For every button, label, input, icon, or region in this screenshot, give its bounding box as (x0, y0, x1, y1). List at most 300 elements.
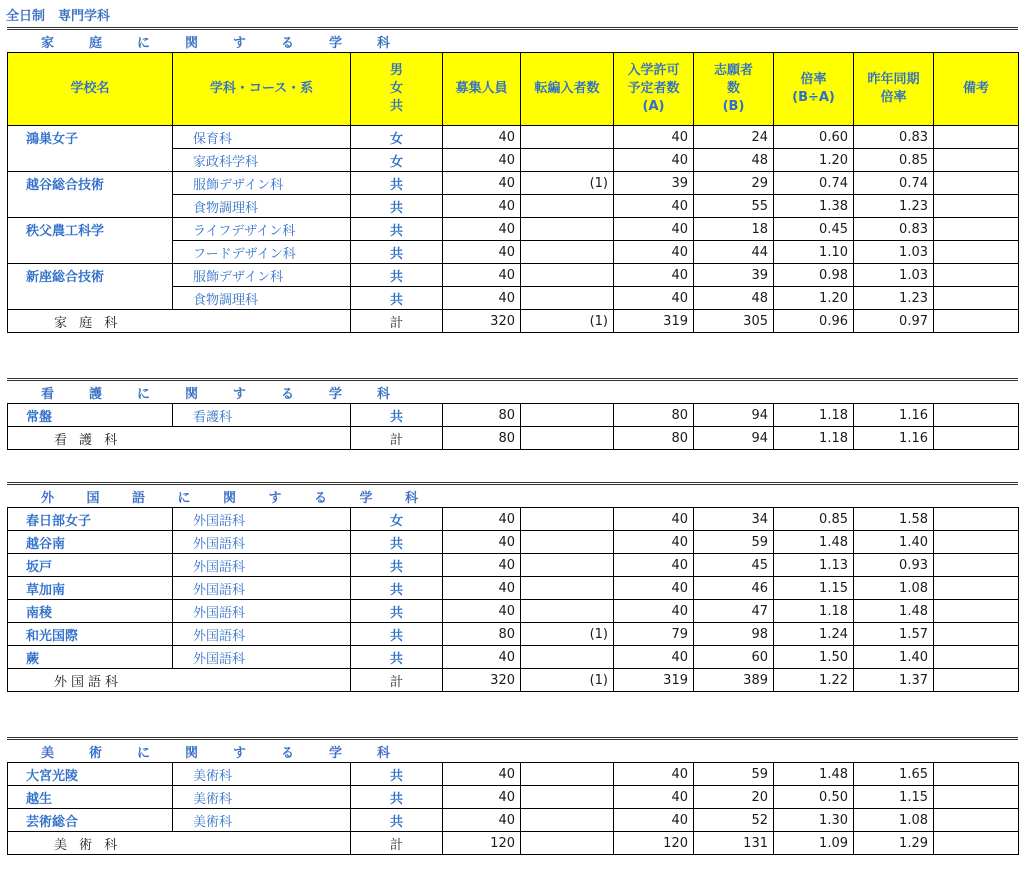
school-name: 秩父農工科学 (8, 218, 173, 241)
applicants-value: 47 (694, 600, 774, 623)
planned-value: 40 (614, 554, 694, 577)
planned-value: 40 (614, 195, 694, 218)
remarks-cell (934, 218, 1019, 241)
section-title-char: に (137, 386, 151, 402)
table-row (8, 809, 1019, 832)
remarks-cell (934, 149, 1019, 172)
total-planned: 319 (614, 310, 694, 333)
last-year-value: 1.23 (854, 287, 934, 310)
remarks-cell (934, 623, 1019, 646)
total-label: 外国語科 (8, 669, 351, 692)
transfer-value: (1) (521, 172, 614, 195)
school-name: 坂戸 (8, 554, 173, 577)
applicants-value: 52 (694, 809, 774, 832)
total-transfer: (1) (521, 310, 614, 333)
sex-type: 共 (351, 241, 443, 264)
transfer-value (521, 809, 614, 832)
table-row (8, 646, 1019, 669)
section-title-char: 科 (405, 490, 419, 506)
ratio-value: 1.20 (774, 149, 854, 172)
total-last-year: 1.37 (854, 669, 934, 692)
sex-type: 共 (351, 809, 443, 832)
school-name: 大宮光陵 (8, 763, 173, 786)
school-name: 鴻巣女子 (8, 126, 173, 149)
total-ratio: 1.18 (774, 427, 854, 450)
header-ratio (774, 53, 854, 126)
transfer-value (521, 646, 614, 669)
applicants-value: 39 (694, 264, 774, 287)
section-title (7, 737, 1018, 762)
last-year-value: 1.16 (854, 404, 934, 427)
ratio-value: 0.74 (774, 172, 854, 195)
course-name: 外国語科 (173, 554, 351, 577)
total-remarks (934, 427, 1019, 450)
total-planned: 319 (614, 669, 694, 692)
capacity-value: 40 (443, 264, 521, 287)
transfer-value (521, 600, 614, 623)
sex-type: 共 (351, 554, 443, 577)
header-row (8, 53, 1019, 126)
section-title-char: 科 (377, 745, 391, 761)
course-name: 外国語科 (173, 600, 351, 623)
total-last-year: 1.16 (854, 427, 934, 450)
transfer-value (521, 149, 614, 172)
header-planned-line: 入学許可 (627, 63, 680, 78)
last-year-value: 1.08 (854, 809, 934, 832)
last-year-value: 1.08 (854, 577, 934, 600)
transfer-value (521, 763, 614, 786)
planned-value: 40 (614, 646, 694, 669)
applicants-value: 98 (694, 623, 774, 646)
ratio-value: 1.48 (774, 763, 854, 786)
course-name: ライフデザイン科 (173, 218, 351, 241)
section-title-char: す (268, 490, 282, 506)
ratio-value: 0.50 (774, 786, 854, 809)
remarks-cell (934, 809, 1019, 832)
capacity-value: 40 (443, 149, 521, 172)
course-name: 外国語科 (173, 531, 351, 554)
total-applicants: 94 (694, 427, 774, 450)
school-name: 芸術総合 (8, 809, 173, 832)
remarks-cell (934, 404, 1019, 427)
sex-type: 共 (351, 195, 443, 218)
school-name: 越谷総合技術 (8, 172, 173, 195)
planned-value: 79 (614, 623, 694, 646)
transfer-value (521, 195, 614, 218)
total-row (8, 310, 1019, 333)
section-title-char: 学 (359, 490, 373, 506)
ratio-value: 1.10 (774, 241, 854, 264)
total-row (8, 669, 1019, 692)
transfer-value (521, 287, 614, 310)
applicants-value: 34 (694, 508, 774, 531)
remarks-cell (934, 172, 1019, 195)
transfer-value (521, 218, 614, 241)
applicants-value: 60 (694, 646, 774, 669)
capacity-value: 40 (443, 531, 521, 554)
last-year-value: 1.58 (854, 508, 934, 531)
section-title-char: 関 (185, 35, 199, 51)
section-title-char: す (233, 386, 247, 402)
section-title-char: る (281, 745, 295, 761)
section-title-char: 家 (41, 35, 55, 51)
section-title-char: る (314, 490, 328, 506)
planned-value: 40 (614, 287, 694, 310)
remarks-cell (934, 126, 1019, 149)
admission-table (7, 52, 1019, 333)
last-year-value: 0.74 (854, 172, 934, 195)
last-year-value: 1.48 (854, 600, 934, 623)
section-title (7, 378, 1018, 403)
header-applicants (694, 53, 774, 126)
table-row (8, 786, 1019, 809)
remarks-cell (934, 554, 1019, 577)
section-title-char: 関 (223, 490, 237, 506)
header-school-line: 学校名 (70, 81, 110, 96)
school-name (8, 241, 173, 264)
transfer-value (521, 786, 614, 809)
sex-type: 共 (351, 404, 443, 427)
ratio-value: 1.18 (774, 600, 854, 623)
total-last-year: 0.97 (854, 310, 934, 333)
transfer-value (521, 264, 614, 287)
section-2 (7, 378, 1018, 450)
course-name: 家政科学科 (173, 149, 351, 172)
section-title-char: 科 (377, 35, 391, 51)
total-kei: 計 (351, 669, 443, 692)
course-name: 保育科 (173, 126, 351, 149)
school-name (8, 195, 173, 218)
section-title-char: 語 (132, 490, 146, 506)
total-planned: 80 (614, 427, 694, 450)
sex-type: 共 (351, 577, 443, 600)
last-year-value: 1.03 (854, 264, 934, 287)
header-sex (351, 53, 443, 126)
course-name: 食物調理科 (173, 195, 351, 218)
section-title (7, 27, 1018, 52)
header-sex-line: 共 (389, 99, 403, 114)
section-title-char: 護 (89, 386, 103, 402)
capacity-value: 40 (443, 600, 521, 623)
course-name: 美術科 (173, 809, 351, 832)
total-label: 家 庭 科 (8, 310, 351, 333)
last-year-value: 1.15 (854, 786, 934, 809)
last-year-value: 1.40 (854, 646, 934, 669)
planned-value: 40 (614, 218, 694, 241)
last-year-value: 1.40 (854, 531, 934, 554)
transfer-value (521, 241, 614, 264)
capacity-value: 40 (443, 195, 521, 218)
table-row (8, 531, 1019, 554)
page-title: 全日制 専門学科 (6, 9, 111, 24)
total-last-year: 1.29 (854, 832, 934, 855)
applicants-value: 29 (694, 172, 774, 195)
total-transfer (521, 427, 614, 450)
course-name: 服飾デザイン科 (173, 264, 351, 287)
section-title-char: 学 (329, 386, 343, 402)
applicants-value: 44 (694, 241, 774, 264)
last-year-value: 0.83 (854, 218, 934, 241)
last-year-value: 1.57 (854, 623, 934, 646)
remarks-cell (934, 508, 1019, 531)
section-title-char: 術 (89, 745, 103, 761)
ratio-value: 1.30 (774, 809, 854, 832)
table-row (8, 218, 1019, 241)
section-title-char: 外 (41, 490, 55, 506)
section-title-char: す (233, 745, 247, 761)
applicants-value: 48 (694, 287, 774, 310)
section-title-char: 関 (185, 745, 199, 761)
transfer-value (521, 577, 614, 600)
header-transfer (521, 53, 614, 126)
header-applicants-line: 志願者 (713, 63, 753, 78)
table-row (8, 600, 1019, 623)
sex-type: 共 (351, 763, 443, 786)
planned-value: 40 (614, 149, 694, 172)
last-year-value: 0.83 (854, 126, 934, 149)
total-label: 看 護 科 (8, 427, 351, 450)
planned-value: 40 (614, 241, 694, 264)
sex-type: 共 (351, 646, 443, 669)
header-course (173, 53, 351, 126)
course-name: 美術科 (173, 786, 351, 809)
applicants-value: 59 (694, 531, 774, 554)
header-last-year-line: 倍率 (880, 90, 907, 105)
header-capacity-line: 募集人員 (455, 81, 508, 96)
remarks-cell (934, 763, 1019, 786)
total-ratio: 0.96 (774, 310, 854, 333)
planned-value: 80 (614, 404, 694, 427)
capacity-value: 40 (443, 508, 521, 531)
sex-type: 女 (351, 149, 443, 172)
capacity-value: 40 (443, 241, 521, 264)
transfer-value: (1) (521, 623, 614, 646)
section-title-char: 学 (329, 35, 343, 51)
school-name: 草加南 (8, 577, 173, 600)
header-sex-line: 女 (389, 81, 403, 96)
total-ratio: 1.09 (774, 832, 854, 855)
table-row (8, 508, 1019, 531)
section-title-char: 美 (41, 745, 55, 761)
total-transfer (521, 832, 614, 855)
total-applicants: 389 (694, 669, 774, 692)
header-remarks-line: 備考 (962, 81, 989, 96)
ratio-value: 1.50 (774, 646, 854, 669)
planned-value: 40 (614, 508, 694, 531)
remarks-cell (934, 195, 1019, 218)
admission-table (7, 507, 1019, 692)
header-applicants-line: 数 (726, 81, 740, 96)
total-remarks (934, 832, 1019, 855)
last-year-value: 1.03 (854, 241, 934, 264)
sex-type: 共 (351, 287, 443, 310)
applicants-value: 20 (694, 786, 774, 809)
transfer-value (521, 126, 614, 149)
last-year-value: 1.23 (854, 195, 934, 218)
table-row (8, 287, 1019, 310)
applicants-value: 55 (694, 195, 774, 218)
section-title-char: 国 (86, 490, 100, 506)
planned-value: 40 (614, 600, 694, 623)
remarks-cell (934, 287, 1019, 310)
school-name (8, 287, 173, 310)
header-applicants-line: (B) (722, 99, 745, 114)
course-name: 外国語科 (173, 646, 351, 669)
sex-type: 女 (351, 126, 443, 149)
header-remarks (934, 53, 1019, 126)
section-title-char: 学 (329, 745, 343, 761)
table-row (8, 149, 1019, 172)
table-row (8, 195, 1019, 218)
header-ratio-line: (B÷A) (792, 90, 835, 105)
school-name: 蕨 (8, 646, 173, 669)
transfer-value (521, 404, 614, 427)
section-title-char: る (281, 35, 295, 51)
applicants-value: 59 (694, 763, 774, 786)
section-title-char: に (137, 35, 151, 51)
sex-type: 共 (351, 172, 443, 195)
capacity-value: 40 (443, 287, 521, 310)
capacity-value: 40 (443, 809, 521, 832)
planned-value: 40 (614, 531, 694, 554)
capacity-value: 40 (443, 646, 521, 669)
applicants-value: 48 (694, 149, 774, 172)
planned-value: 39 (614, 172, 694, 195)
section-title-char: に (177, 490, 191, 506)
total-capacity: 120 (443, 832, 521, 855)
transfer-value (521, 554, 614, 577)
section-title-char: す (233, 35, 247, 51)
capacity-value: 40 (443, 218, 521, 241)
admission-table (7, 762, 1019, 855)
planned-value: 40 (614, 809, 694, 832)
school-name: 常盤 (8, 404, 173, 427)
table-row (8, 241, 1019, 264)
table-row (8, 763, 1019, 786)
table-row (8, 404, 1019, 427)
section-title-char: 科 (377, 386, 391, 402)
section-title-char: 関 (185, 386, 199, 402)
ratio-value: 1.13 (774, 554, 854, 577)
total-capacity: 320 (443, 669, 521, 692)
school-name: 越生 (8, 786, 173, 809)
table-row (8, 172, 1019, 195)
capacity-value: 40 (443, 786, 521, 809)
ratio-value: 0.60 (774, 126, 854, 149)
remarks-cell (934, 577, 1019, 600)
total-kei: 計 (351, 832, 443, 855)
school-name: 越谷南 (8, 531, 173, 554)
ratio-value: 1.18 (774, 404, 854, 427)
section-title-char: に (137, 745, 151, 761)
sex-type: 共 (351, 600, 443, 623)
capacity-value: 40 (443, 577, 521, 600)
school-name: 春日部女子 (8, 508, 173, 531)
capacity-value: 40 (443, 126, 521, 149)
ratio-value: 1.20 (774, 287, 854, 310)
total-transfer: (1) (521, 669, 614, 692)
remarks-cell (934, 264, 1019, 287)
header-capacity (443, 53, 521, 126)
table-row (8, 623, 1019, 646)
total-row (8, 832, 1019, 855)
header-ratio-line: 倍率 (800, 72, 827, 87)
course-name: 外国語科 (173, 623, 351, 646)
header-planned (614, 53, 694, 126)
header-planned-line: 予定者数 (627, 81, 680, 96)
total-remarks (934, 310, 1019, 333)
total-kei: 計 (351, 310, 443, 333)
ratio-value: 1.48 (774, 531, 854, 554)
section-3 (7, 482, 1018, 692)
applicants-value: 24 (694, 126, 774, 149)
course-name: 服飾デザイン科 (173, 172, 351, 195)
course-name: 外国語科 (173, 508, 351, 531)
planned-value: 40 (614, 763, 694, 786)
planned-value: 40 (614, 786, 694, 809)
admission-table (7, 403, 1019, 450)
transfer-value (521, 508, 614, 531)
capacity-value: 40 (443, 763, 521, 786)
remarks-cell (934, 646, 1019, 669)
total-planned: 120 (614, 832, 694, 855)
total-remarks (934, 669, 1019, 692)
course-name: フードデザイン科 (173, 241, 351, 264)
header-last-year (854, 53, 934, 126)
ratio-value: 1.38 (774, 195, 854, 218)
total-capacity: 80 (443, 427, 521, 450)
course-name: 外国語科 (173, 577, 351, 600)
ratio-value: 1.24 (774, 623, 854, 646)
sex-type: 共 (351, 623, 443, 646)
school-name: 新座総合技術 (8, 264, 173, 287)
section-4 (7, 737, 1018, 855)
sex-type: 共 (351, 531, 443, 554)
course-name: 美術科 (173, 763, 351, 786)
header-sex-line: 男 (389, 63, 403, 78)
remarks-cell (934, 786, 1019, 809)
section-title (7, 482, 1018, 507)
section-1 (7, 27, 1018, 333)
school-name: 南稜 (8, 600, 173, 623)
header-last-year-line: 昨年同期 (867, 72, 920, 87)
capacity-value: 40 (443, 554, 521, 577)
course-name: 看護科 (173, 404, 351, 427)
course-name: 食物調理科 (173, 287, 351, 310)
header-school (8, 53, 173, 126)
total-row (8, 427, 1019, 450)
planned-value: 40 (614, 264, 694, 287)
capacity-value: 80 (443, 404, 521, 427)
applicants-value: 45 (694, 554, 774, 577)
applicants-value: 18 (694, 218, 774, 241)
planned-value: 40 (614, 126, 694, 149)
section-title-char: 看 (41, 386, 55, 402)
ratio-value: 1.15 (774, 577, 854, 600)
planned-value: 40 (614, 577, 694, 600)
school-name: 和光国際 (8, 623, 173, 646)
sex-type: 女 (351, 508, 443, 531)
section-title-char: 庭 (89, 35, 103, 51)
ratio-value: 0.45 (774, 218, 854, 241)
last-year-value: 0.93 (854, 554, 934, 577)
table-row (8, 264, 1019, 287)
transfer-value (521, 531, 614, 554)
last-year-value: 0.85 (854, 149, 934, 172)
applicants-value: 46 (694, 577, 774, 600)
applicants-value: 94 (694, 404, 774, 427)
total-capacity: 320 (443, 310, 521, 333)
